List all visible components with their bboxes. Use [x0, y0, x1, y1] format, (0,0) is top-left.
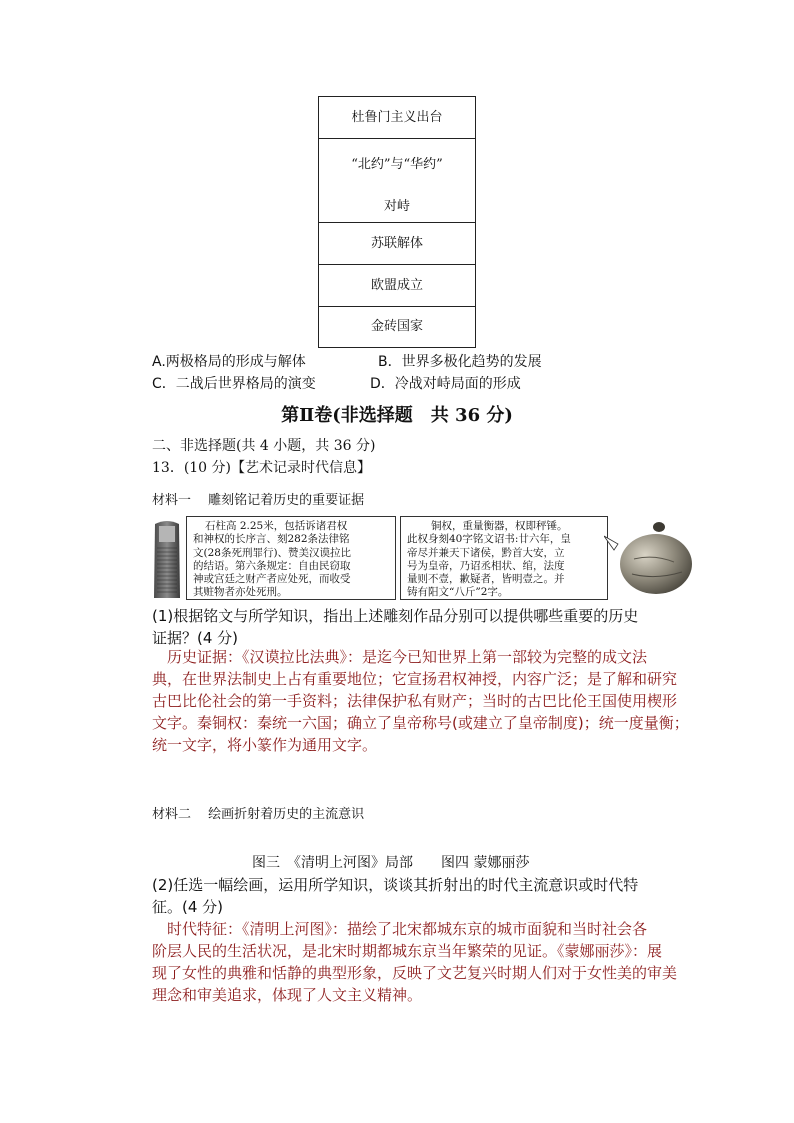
option-a: A.两极格局的形成与解体	[152, 354, 306, 370]
option-d: D．冷战对峙局面的形成	[370, 376, 521, 392]
timeline-table	[318, 96, 476, 348]
answer-1-line: 历史证据：《汉谟拉比法典》：是迄今已知世界上第一部较为完整的成文法	[167, 648, 648, 666]
question-2-line-1: (2)任选一幅绘画，运用所学知识，谈谈其折射出的时代主流意识或时代特	[152, 876, 639, 894]
section-title: 第Ⅱ卷(非选择题 共 36 分)	[281, 405, 513, 426]
question-1-line-1: (1)根据铭文与所学知识，指出上述雕刻作品分别可以提供哪些重要的历史	[152, 607, 639, 625]
option-b: B．世界多极化趋势的发展	[378, 354, 542, 370]
inscription-right: 铜权，重量衡器，权即秤锤。 此权身刻40字铭文诏书:廿六年，皇 帝尽并兼天下诸侯，黔首大安，立 号为皇帝，乃诏丞相状、绾，法度 量则不壹，歉疑者，皆明壹之。并 铸有阳文“八斤”2字。	[400, 516, 608, 600]
answer-2-line: 阶层人民的生活状况，是北宋时期都城东京当年繁荣的见证。《蒙娜丽莎》：展	[152, 942, 663, 960]
timeline-row: 苏联解体	[319, 223, 475, 265]
answer-1-line: 统一文字，将小篆作为通用文字。	[152, 736, 378, 754]
timeline-row: 金砖国家	[370, 319, 423, 334]
question-13-header: 13．(10 分)【艺术记录时代信息】	[152, 460, 372, 476]
option-c: C．二战后世界格局的演变	[152, 376, 316, 392]
timeline-row: “北约”与“华约” 对峙	[319, 139, 475, 223]
answer-1-line: 文字。秦铜权：秦统一六国；确立了皇帝称号(或建立了皇帝制度)；统一度量衡；	[152, 714, 689, 732]
section-subtitle: 二、非选择题(共 4 小题，共 36 分)	[152, 438, 376, 454]
stele-image	[152, 518, 182, 598]
figure-caption: 图三 《清明上河图》局部 图四 蒙娜丽莎	[252, 855, 530, 871]
timeline-row: 欧盟成立	[319, 265, 475, 307]
answer-1-line: 典，在世界法制史上占有重要地位；它宣扬君权神授，内容广泛；是了解和研究	[152, 670, 678, 688]
material-2-title: 材料二 绘画折射着历史的主流意识	[152, 807, 365, 822]
inscription-left: 石柱高 2.25米，包括诉诸君权 和神权的长序言、刻282条法律铭 文(28条死刑罪行)、赞美汉谟拉比 的结语。第六条规定：自由民窃取 神或宫廷之财产者应处死，而收受 其赃物者亦处死刑。	[186, 516, 396, 600]
timeline-row: 杜鲁门主义出台	[319, 97, 475, 139]
question-1-line-2: 证据？(4 分)	[152, 629, 239, 647]
answer-2-line: 现了女性的典雅和恬静的典型形象，反映了文艺复兴时期人们对于女性美的审美	[152, 964, 678, 982]
answer-2-line: 时代特征：《清明上河图》：描绘了北宋都城东京的城市面貌和当时社会各	[167, 920, 648, 938]
bronze-weight-image	[604, 514, 694, 598]
answer-1-line: 古巴比伦社会的第一手资料；法律保护私有财产；当时的古巴比伦王国使用楔形	[152, 692, 678, 710]
question-2-line-2: 征。(4 分)	[152, 898, 224, 916]
material-1-title: 材料一 雕刻铭记着历史的重要证据	[152, 493, 365, 508]
answer-2-line: 理念和审美追求，体现了人文主义精神。	[152, 986, 423, 1004]
